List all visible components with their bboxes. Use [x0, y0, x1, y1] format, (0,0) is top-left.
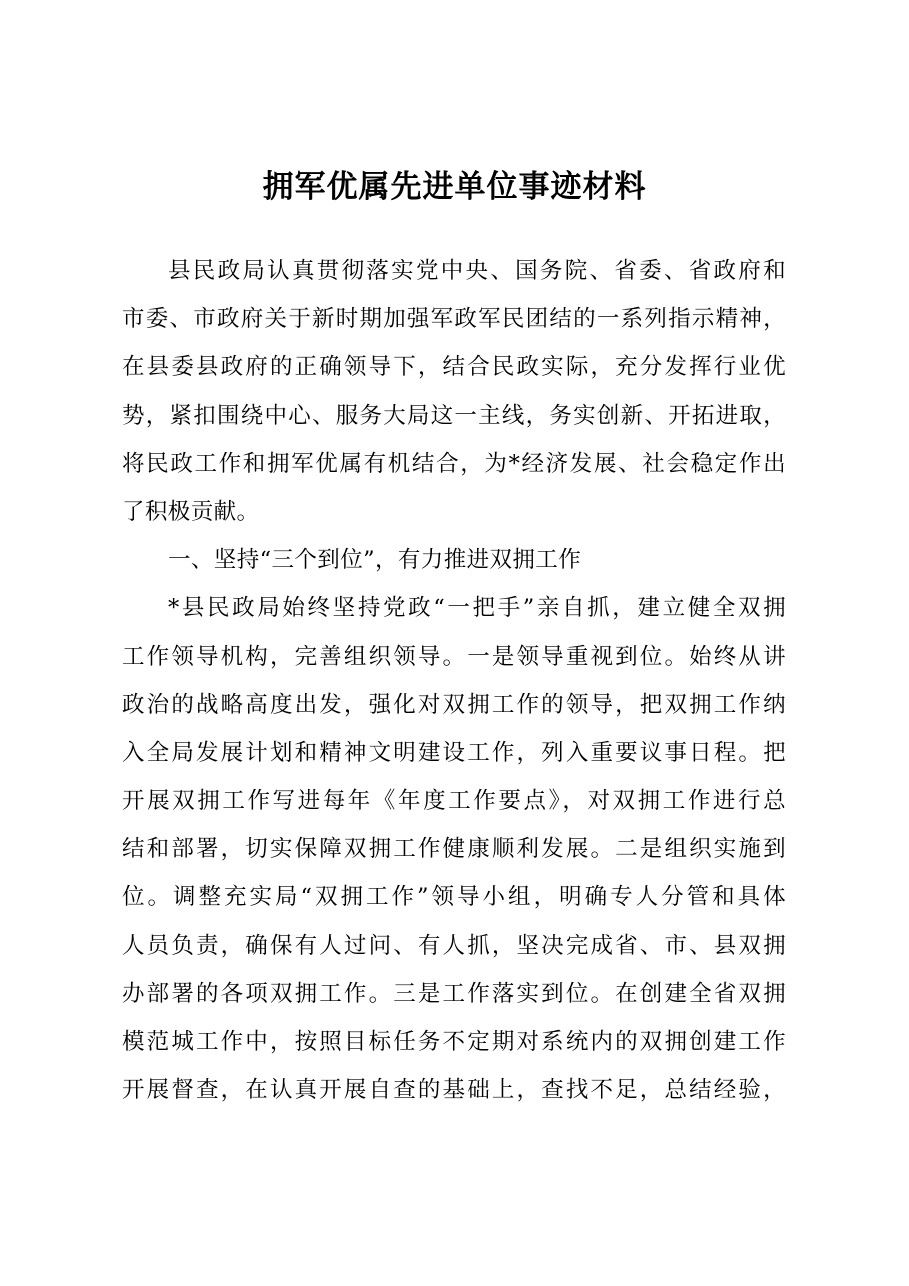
paragraph-1-line-6: 了积极贡献。: [122, 498, 260, 525]
paragraph-1-line-5: 将民政工作和拥军优属有机结合，为*经济发展、社会稳定作出: [122, 450, 786, 477]
paragraph-2-line-5: 开展双拥工作写进每年《年度工作要点》，对双拥工作进行总: [122, 788, 786, 815]
paragraph-2-line-1: *县民政局始终坚持党政“一把手”亲自抓，建立健全双拥: [168, 595, 786, 622]
paragraph-1-line-3: 在县委县政府的正确领导下，结合民政实际，充分发挥行业优: [122, 354, 786, 381]
paragraph-2-line-7: 位。调整充实局“双拥工作”领导小组，明确专人分管和具体: [122, 884, 786, 911]
paragraph-2-line-11: 开展督查，在认真开展自查的基础上，查找不足，总结经验，: [122, 1077, 786, 1104]
paragraph-2-line-8: 人员负责，确保有人过问、有人抓，坚决完成省、市、县双拥: [122, 932, 786, 959]
paragraph-1-line-1: 县民政局认真贯彻落实党中央、国务院、省委、省政府和: [168, 258, 786, 284]
paragraph-2-line-6: 结和部署，切实保障双拥工作健康顺利发展。二是组织实施到: [122, 836, 786, 863]
document-title: 拥军优属先进单位事迹材料: [262, 169, 647, 205]
paragraph-1-line-2: 市委、市政府关于新时期加强军政军民团结的一系列指示精神，: [122, 306, 786, 333]
document-body: [122, 247, 786, 1114]
paragraph-2-line-4: 入全局发展计划和精神文明建设工作，列入重要议事日程。把: [122, 739, 786, 766]
paragraph-1-line-4: 势，紧扣围绕中心、服务大局这一主线，务实创新、开拓进取，: [122, 402, 786, 429]
paragraph-2-line-2: 工作领导机构，完善组织领导。一是领导重视到位。始终从讲: [122, 643, 786, 670]
paragraph-2-line-10: 模范城工作中，按照目标任务不定期对系统内的双拥创建工作: [122, 1029, 786, 1055]
section-heading-1: 一、坚持“三个到位”，有力推进双拥工作: [168, 547, 582, 574]
paragraph-2-line-3: 政治的战略高度出发，强化对双拥工作的领导，把双拥工作纳: [122, 691, 786, 718]
paragraph-2-line-9: 办部署的各项双拥工作。三是工作落实到位。在创建全省双拥: [122, 980, 786, 1007]
